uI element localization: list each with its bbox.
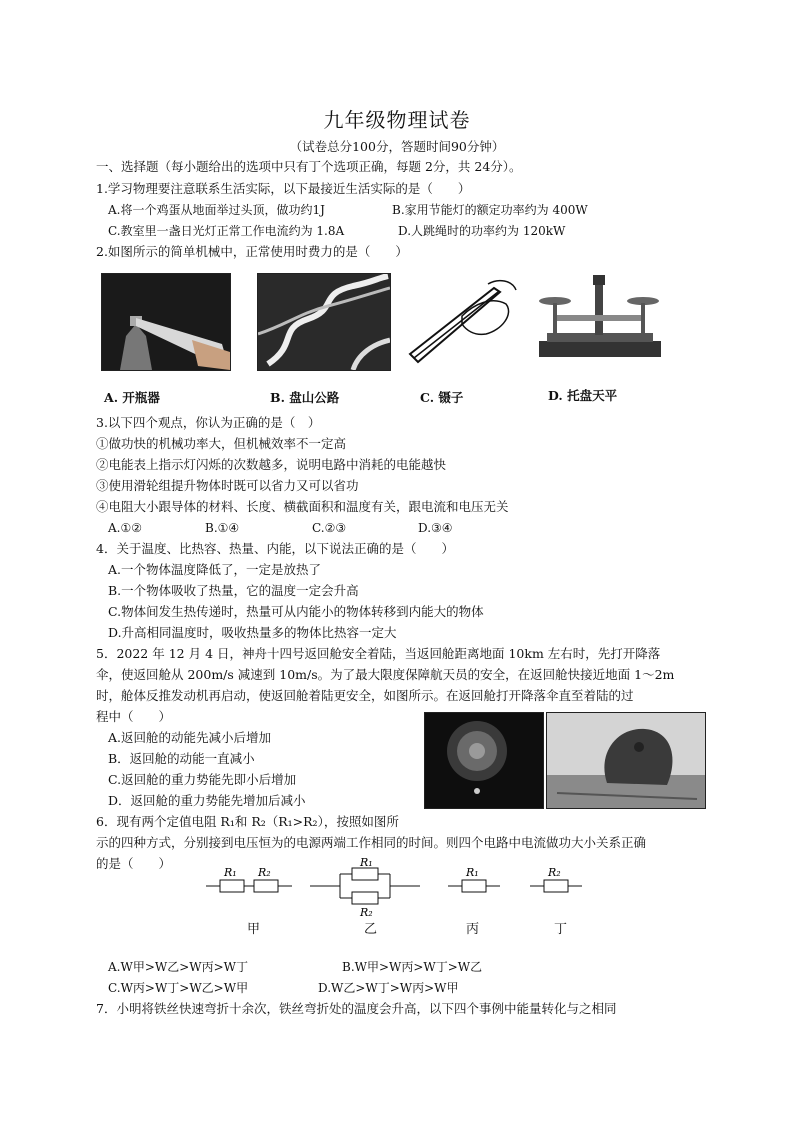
resistor-r2 <box>254 880 278 892</box>
label-bing: 丙 <box>466 922 480 937</box>
q4-option-d: D.升高相同温度时，吸收热量多的物体比热容一定大 <box>108 625 397 640</box>
q4-stem: 4．关于温度、比热容、热量、内能，以下说法正确的是（ ） <box>96 541 454 556</box>
label-r2: R₂ <box>258 866 271 879</box>
label-jia: 甲 <box>247 922 261 937</box>
q6-line-2: 示的四种方式，分别接到电压恒为的电源两端工作相同的时间。则四个电路中电流做功大小关系正确 <box>96 835 647 850</box>
q5-option-a: A.返回舱的动能先减小后增加 <box>108 730 272 745</box>
q5-option-d: D．返回舱的重力势能先增加后减小 <box>108 793 306 808</box>
q3-statement-2: ②电能表上指示灯闪烁的次数越多，说明电路中消耗的电能越快 <box>96 457 447 472</box>
q4-option-c: C.物体间发生热传递时，热量可从内能小的物体转移到内能大的物体 <box>108 604 484 619</box>
page-title: 九年级物理试卷 <box>323 108 471 132</box>
q1-option-b: B.家用节能灯的额定功率约为 400W <box>392 203 588 217</box>
q2-caption-d: D. 托盘天平 <box>548 388 618 403</box>
q2-stem: 2.如图所示的简单机械中，正常使用时费力的是（ ） <box>96 244 408 259</box>
q6-option-d: D.W乙>W丁>W丙>W甲 <box>318 981 459 995</box>
circuit-yi <box>310 858 420 919</box>
q4-option-a: A.一个物体温度降低了，一定是放热了 <box>108 562 322 577</box>
q5-line-4: 程中（ ） <box>96 709 172 724</box>
svg-text:R₁: R₁ <box>360 858 373 869</box>
q3-statement-3: ③使用滑轮组提升物体时既可以省力又可以省功 <box>96 478 359 493</box>
q3-option-a: A.①② <box>108 521 142 535</box>
q5-option-b: B．返回舱的动能一直减小 <box>108 751 255 766</box>
q6-line-3: 的是（ ） <box>96 856 172 871</box>
label-yi: 乙 <box>364 922 378 937</box>
q1-option-d: D.人跳绳时的功率约为 120kW <box>398 224 566 238</box>
q3-statement-1: ①做功快的机械功率大，但机械效率不一定高 <box>96 436 347 451</box>
svg-text:R₂: R₂ <box>360 906 373 919</box>
svg-text:R₂: R₂ <box>548 866 561 879</box>
bottle-opener-photo <box>101 273 231 371</box>
q2-caption-c: C. 镊子 <box>420 390 464 405</box>
q5-line-1: 5．2022 年 12 月 4 日，神舟十四号返回舱安全着陆，当返回舱距离地面 10km 左右时，先打开降落 <box>96 646 661 661</box>
q3-stem: 3.以下四个观点，你认为正确的是（ ） <box>96 415 321 430</box>
q5-option-c: C.返回舱的重力势能先即小后增加 <box>108 772 297 787</box>
svg-text:R₁: R₁ <box>466 866 479 879</box>
q6-option-a: A.W甲>W乙>W丙>W丁 <box>108 960 248 974</box>
q3-option-c: C.②③ <box>312 521 347 535</box>
q3-option-d: D.③④ <box>418 521 453 535</box>
circuit-bing <box>448 866 500 892</box>
parachute-photo <box>424 712 544 809</box>
resistor-r1 <box>220 880 244 892</box>
q4-option-b: B.一个物体吸收了热量，它的温度一定会升高 <box>108 583 359 598</box>
q6-option-c: C.W丙>W丁>W乙>W甲 <box>108 981 249 995</box>
tweezers-drawing <box>401 273 521 371</box>
circuit-jia <box>206 866 292 892</box>
balance-scale-photo <box>532 270 666 368</box>
label-ding: 丁 <box>554 922 568 937</box>
section-heading: 一、选择题（每小题给出的选项中只有丁个选项正确，每题 2分，共 24分）。 <box>96 159 522 174</box>
circuit-ding <box>530 866 582 892</box>
q7-stem: 7．小明将铁丝快速弯折十余次，铁丝弯折处的温度会升高，以下四个事例中能量转化与之相同 <box>96 1001 617 1016</box>
q1-option-a: A.将一个鸡蛋从地面举过头顶，做功约1J <box>108 203 325 217</box>
exam-info: （试卷总分100分，答题时间90分钟） <box>289 139 505 154</box>
q6-line-1: 6．现有两个定值电阻 R₁和 R₂（R₁>R₂），按照如图所 <box>96 814 399 829</box>
label-r1: R₁ <box>224 866 237 879</box>
q1-option-c: C.教室里一盏日光灯正常工作电流约为 1.8A <box>108 224 345 238</box>
mountain-road-photo <box>257 273 391 371</box>
q2-caption-a: A. 开瓶器 <box>104 390 160 405</box>
q5-line-3: 时，舱体反推发动机再启动，使返回舱着陆更安全，如图所示。在返回舱打开降落伞直至着陆的过 <box>96 688 634 703</box>
q3-option-b: B.①④ <box>205 521 240 535</box>
q5-line-2: 伞，使返回舱从 200m/s 减速到 10m/s。为了最大限度保障航天员的安全，在返回舱快接近地面 1～2m <box>96 667 675 682</box>
landing-capsule-photo <box>546 712 706 809</box>
q6-option-b: B.W甲>W丙>W丁>W乙 <box>342 960 483 974</box>
q2-caption-b: B. 盘山公路 <box>270 390 340 405</box>
q1-stem: 1.学习物理要注意联系生活实际，以下最接近生活实际的是（ ） <box>96 181 471 196</box>
q3-statement-4: ④电阻大小跟导体的材料、长度、横截面积和温度有关，跟电流和电压无关 <box>96 499 509 514</box>
